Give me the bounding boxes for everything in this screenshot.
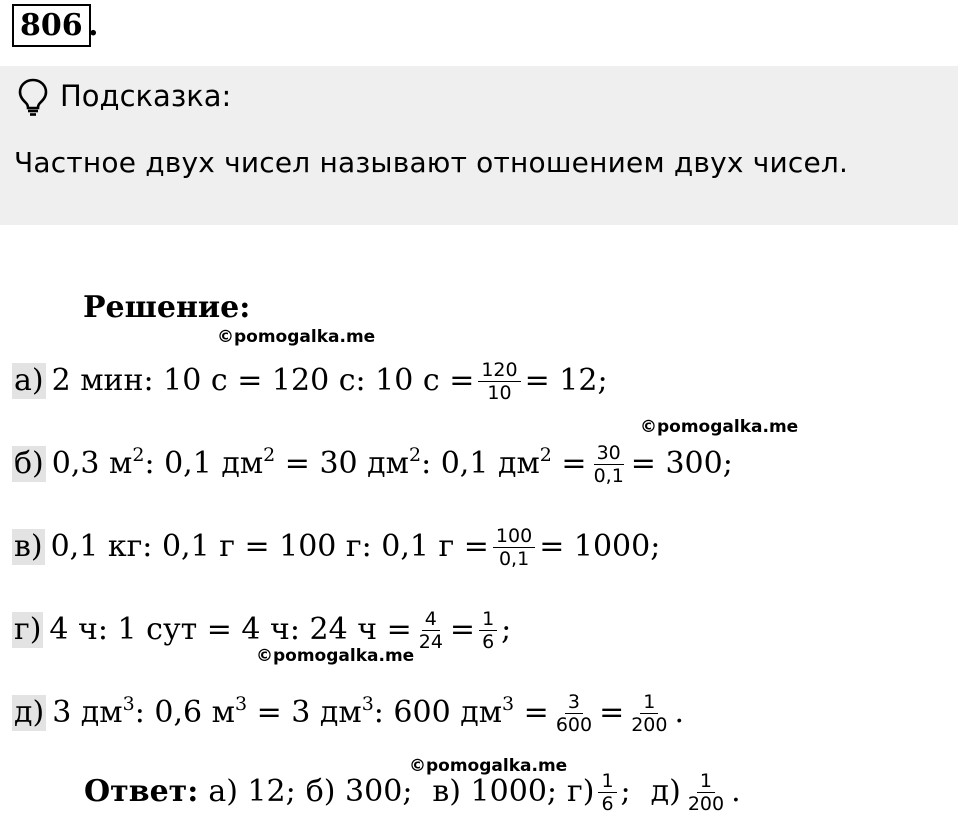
numerator: 30 xyxy=(594,442,624,465)
row-expression: 4 ч: 1 сут = 4 ч: 24 ч = xyxy=(49,612,412,647)
numerator: 1 xyxy=(640,691,658,714)
numerator: 100 xyxy=(493,525,535,548)
numerator: 1 xyxy=(479,608,497,631)
row-result: = 1000; xyxy=(539,529,661,564)
fraction xyxy=(478,359,520,404)
row-expression: 2 мин: 10 с = 120 с: 10 с = xyxy=(51,363,475,398)
solution-row-a xyxy=(12,345,608,417)
denominator: 200 xyxy=(631,713,668,736)
fraction xyxy=(685,770,727,815)
denominator: 600 xyxy=(555,713,593,736)
denominator: 10 xyxy=(487,381,512,404)
fraction xyxy=(591,442,627,487)
row-result: = 300; xyxy=(630,446,733,481)
hint-title: Подсказка: xyxy=(60,79,232,113)
fraction xyxy=(598,770,616,815)
row-label: д) xyxy=(14,695,45,730)
denominator: 6 xyxy=(482,630,495,653)
row-expression: 0,1 кг: 0,1 г = 100 г: 0,1 г = xyxy=(50,529,489,564)
fraction xyxy=(479,608,497,653)
fraction xyxy=(553,691,595,736)
answer-e-label: д) xyxy=(650,774,681,809)
answer-line xyxy=(84,762,741,822)
task-number: 806 xyxy=(12,4,91,47)
task-number-dot: . xyxy=(88,8,99,43)
solution-row-e xyxy=(12,677,684,749)
watermark: ©pomogalka.me xyxy=(409,756,568,776)
lightbulb-icon xyxy=(18,78,48,116)
fraction xyxy=(416,608,446,653)
solution-row-c xyxy=(12,511,660,583)
denominator: 6 xyxy=(601,792,614,815)
numerator: 120 xyxy=(478,359,520,382)
equals-sign: = xyxy=(449,612,476,647)
answer-d-end: ; xyxy=(620,774,631,809)
solution-row-d xyxy=(12,596,511,664)
answer-c: в) 1000; xyxy=(432,774,558,809)
row-result: = 12; xyxy=(524,363,608,398)
answer-e-end: . xyxy=(731,774,741,809)
numerator: 4 xyxy=(422,608,440,631)
solution-row-b xyxy=(12,428,733,500)
numerator: 1 xyxy=(598,770,616,793)
denominator: 0,1 xyxy=(593,464,624,487)
equals-sign: = xyxy=(599,695,625,730)
answer-d-label: г) xyxy=(567,774,595,809)
denominator: 0,1 xyxy=(498,547,530,570)
row-end: ; xyxy=(501,612,512,647)
answer-b: б) 300; xyxy=(305,774,413,809)
numerator: 3 xyxy=(565,691,583,714)
row-label: а) xyxy=(14,363,44,398)
fraction xyxy=(628,691,670,736)
hint-text: Частное двух чисел называют отношением двух чисел. xyxy=(14,146,849,179)
row-label: г) xyxy=(14,612,42,647)
fraction xyxy=(493,525,535,570)
denominator: 24 xyxy=(418,630,443,653)
watermark: ©pomogalka.me xyxy=(640,417,799,437)
denominator: 200 xyxy=(687,792,725,815)
row-end: . xyxy=(674,695,685,730)
answer-label: Ответ: xyxy=(84,774,199,809)
solution-title: Решение: xyxy=(83,290,251,325)
watermark: ©pomogalka.me xyxy=(217,327,376,347)
row-label: в) xyxy=(14,529,43,564)
row-label: б) xyxy=(14,446,44,481)
answer-a: а) 12; xyxy=(208,774,296,809)
numerator: 1 xyxy=(697,770,715,793)
row-expression: 3 $дм^3$: 0,6 $м^3 = 3$ $дм^3$: 600 $дм^3$ = xyxy=(52,693,549,730)
row-expression: 0,3 $м^2$: 0,1 $дм^2 = 30$ $дм^2$: 0,1 $дм^2$ = xyxy=(51,444,587,481)
watermark: ©pomogalka.me xyxy=(256,646,415,666)
